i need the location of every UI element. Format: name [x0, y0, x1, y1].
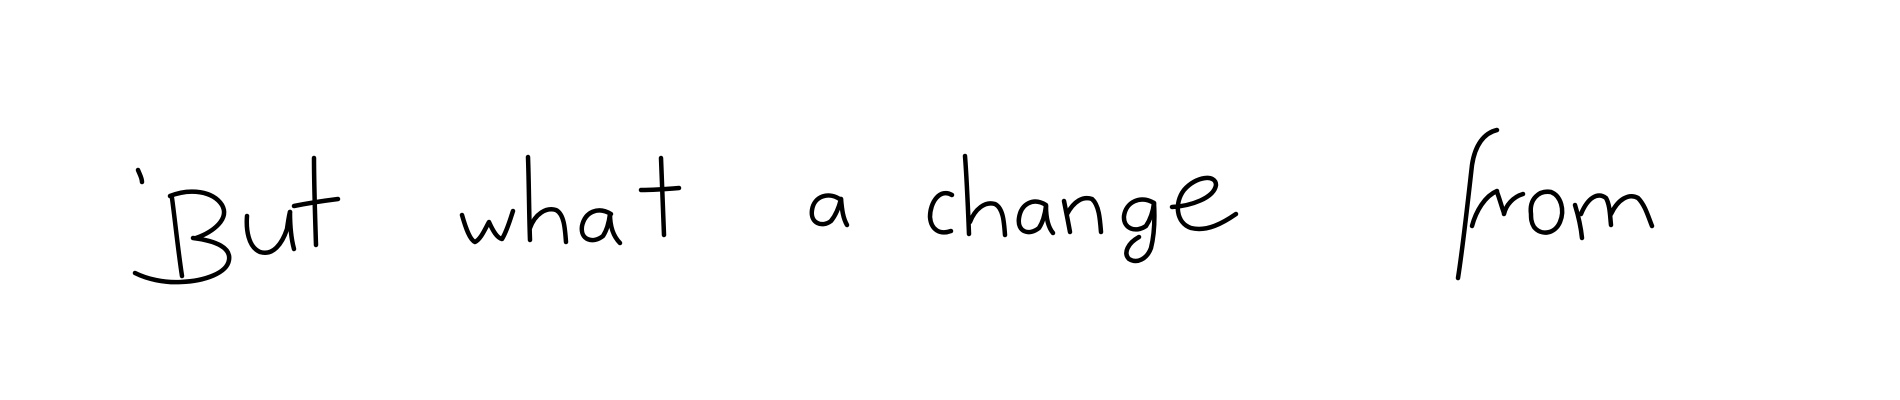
word-what: [462, 157, 679, 243]
word-but: [135, 158, 338, 282]
word-change: [930, 156, 1236, 261]
word-from: [1458, 130, 1652, 278]
word-a: [812, 195, 847, 225]
